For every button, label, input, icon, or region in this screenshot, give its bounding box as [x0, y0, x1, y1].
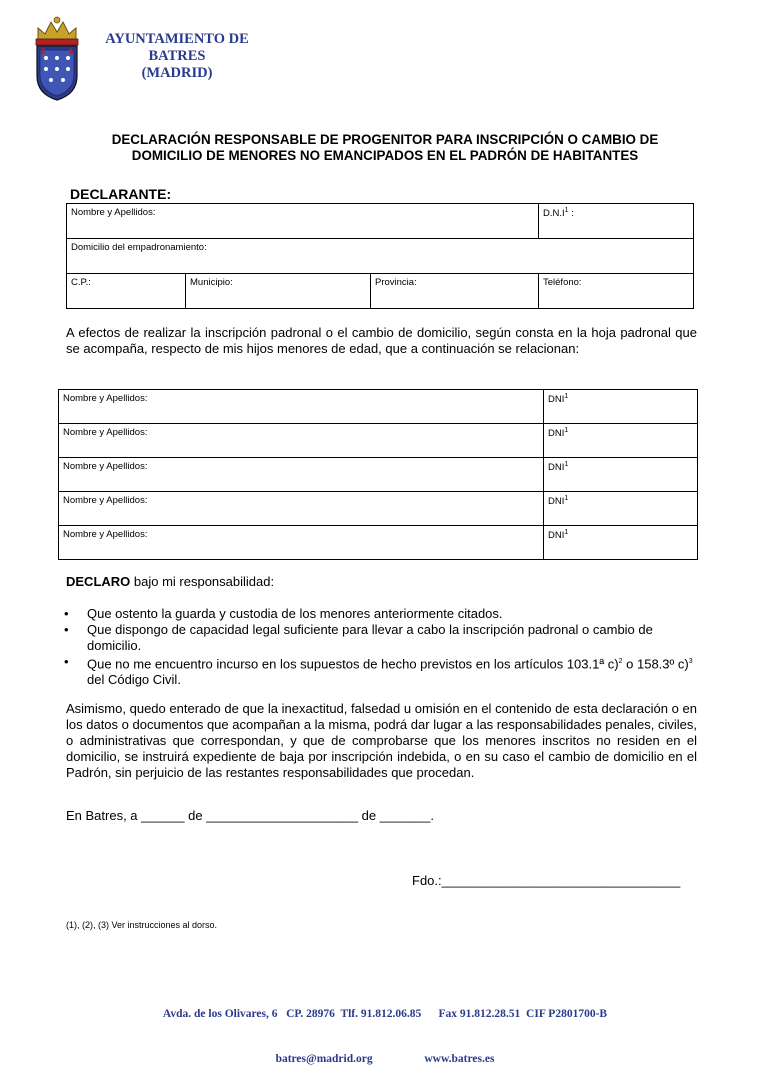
- dni-footnote-mark: 1: [564, 207, 569, 214]
- coat-of-arms-icon: [30, 14, 84, 102]
- bullet-text-3c: del Código Civil.: [87, 672, 181, 688]
- bullet-text-1: Que ostento la guarda y custodia de los menores anteriormente citados.: [87, 606, 503, 621]
- minor-dni-footnote-mark: 1: [564, 393, 569, 400]
- municipio-field[interactable]: [186, 274, 371, 309]
- nombre-field[interactable]: [67, 204, 539, 239]
- minor-name-label: Nombre y Apellidos:: [63, 495, 148, 506]
- minor-dni-label: DNI: [548, 530, 565, 542]
- minor-dni-footnote-mark: 1: [564, 427, 569, 434]
- dni-field[interactable]: [539, 204, 694, 239]
- dni-colon: :: [568, 208, 574, 220]
- minor-dni-field[interactable]: [544, 390, 698, 424]
- declaro-bold: DECLARO: [66, 574, 131, 589]
- cp-label: C.P.:: [71, 277, 91, 288]
- declaro-statement: [66, 574, 274, 590]
- provincia-label: Provincia:: [375, 277, 417, 288]
- footnote-mark-3: 3: [688, 658, 693, 665]
- bullet-text-3a: Que no me encuentro incurso en los supuestos de hecho previstos en los artículos 103.1ª c): [87, 656, 619, 672]
- asimismo-paragraph: Asimismo, quedo enterado de que la inexactitud, falsedad u omisión en el contenido de esta declaración o en los datos o documentos que acompañan a la misma, podrá dar lugar a las responsabilidades penales, civiles, o administrativas que correspondan, y que de comprobarse que los menores inscritos no residen en el domicilio, se instruirá expediente de baja por inscripción indebida, o en su caso el cambio de domicilio en el Padrón, sin perjuicio de las restantes responsabilidades que procedan.: [66, 701, 697, 780]
- page-footer: [70, 977, 700, 1082]
- telefono-field[interactable]: [539, 274, 694, 309]
- nombre-label: Nombre y Apellidos:: [71, 207, 156, 218]
- bullet-text-2: Que dispongo de capacidad legal suficiente para llevar a cabo la inscripción padronal o cambio de domicilio.: [87, 622, 653, 653]
- list-item: [64, 606, 698, 622]
- org-line-1: AYUNTAMIENTO DE: [105, 31, 249, 47]
- minor-dni-field[interactable]: [544, 526, 698, 560]
- minor-dni-footnote-mark: 1: [564, 529, 569, 536]
- minor-name-field[interactable]: [59, 492, 544, 526]
- table-row: [59, 526, 698, 560]
- municipio-label: Municipio:: [190, 277, 233, 288]
- footer-address: Avda. de los Olivares, 6 CP. 28976 Tlf. 91.812.06.85 Fax 91.812.28.51 CIF P2801700-B: [162, 1008, 608, 1020]
- signature-line[interactable]: Fdo.:_________________________________: [412, 873, 681, 888]
- minor-dni-label: DNI: [548, 462, 565, 474]
- declarante-table: [66, 203, 694, 309]
- minor-dni-field[interactable]: [544, 424, 698, 458]
- title-line-2: DOMICILIO DE MENORES NO EMANCIPADOS EN EL PADRÓN DE HABITANTES: [131, 148, 639, 163]
- title-line-1: DECLARACIÓN RESPONSABLE DE PROGENITOR PARA INSCRIPCIÓN O CAMBIO DE: [111, 132, 659, 147]
- footnote: (1), (2), (3) Ver instrucciones al dorso.: [66, 920, 218, 930]
- minor-dni-footnote-mark: 1: [564, 495, 569, 502]
- table-row: [59, 458, 698, 492]
- minor-dni-footnote-mark: 1: [564, 461, 569, 468]
- org-line-3: (MADRID): [141, 65, 213, 81]
- org-line-2: BATRES: [148, 48, 206, 64]
- organization-name: [92, 31, 262, 82]
- minor-name-field[interactable]: [59, 424, 544, 458]
- minor-name-label: Nombre y Apellidos:: [63, 393, 148, 404]
- domicilio-field[interactable]: [67, 239, 694, 274]
- provincia-field[interactable]: [371, 274, 539, 309]
- minor-name-label: Nombre y Apellidos:: [63, 529, 148, 540]
- minor-dni-field[interactable]: [544, 458, 698, 492]
- bullet-text-3b: o 158.3º c): [622, 656, 689, 672]
- list-item: [64, 622, 698, 654]
- dni-label: D.N.I: [543, 208, 565, 220]
- cp-field[interactable]: [67, 274, 186, 309]
- telefono-label: Teléfono:: [543, 277, 582, 288]
- minors-table: [58, 389, 698, 560]
- document-title: [60, 132, 710, 164]
- footer-contact: batres@madrid.org www.batres.es: [275, 1053, 495, 1065]
- declarante-heading: DECLARANTE:: [70, 186, 172, 202]
- minor-dni-field[interactable]: [544, 492, 698, 526]
- table-row: [59, 492, 698, 526]
- footnote-mark-2: 2: [618, 658, 623, 665]
- minor-dni-label: DNI: [548, 428, 565, 440]
- domicilio-label: Domicilio del empadronamiento:: [71, 242, 207, 253]
- minor-name-field[interactable]: [59, 390, 544, 424]
- table-row: [59, 390, 698, 424]
- minor-dni-label: DNI: [548, 394, 565, 406]
- minor-name-label: Nombre y Apellidos:: [63, 427, 148, 438]
- list-item: [64, 654, 698, 688]
- place-date-line[interactable]: En Batres, a ______ de _____________________ de _______.: [66, 808, 434, 823]
- declaro-rest: bajo mi responsabilidad:: [130, 574, 275, 589]
- intro-paragraph: A efectos de realizar la inscripción padronal o el cambio de domicilio, según consta en la hoja padronal que se acompaña, respecto de mis hijos menores de edad, que a continuación se relacionan:: [66, 325, 697, 356]
- minor-name-field[interactable]: [59, 458, 544, 492]
- table-row: [59, 424, 698, 458]
- minor-dni-label: DNI: [548, 496, 565, 508]
- declaration-bullets: [64, 606, 698, 688]
- minor-name-field[interactable]: [59, 526, 544, 560]
- minor-name-label: Nombre y Apellidos:: [63, 461, 148, 472]
